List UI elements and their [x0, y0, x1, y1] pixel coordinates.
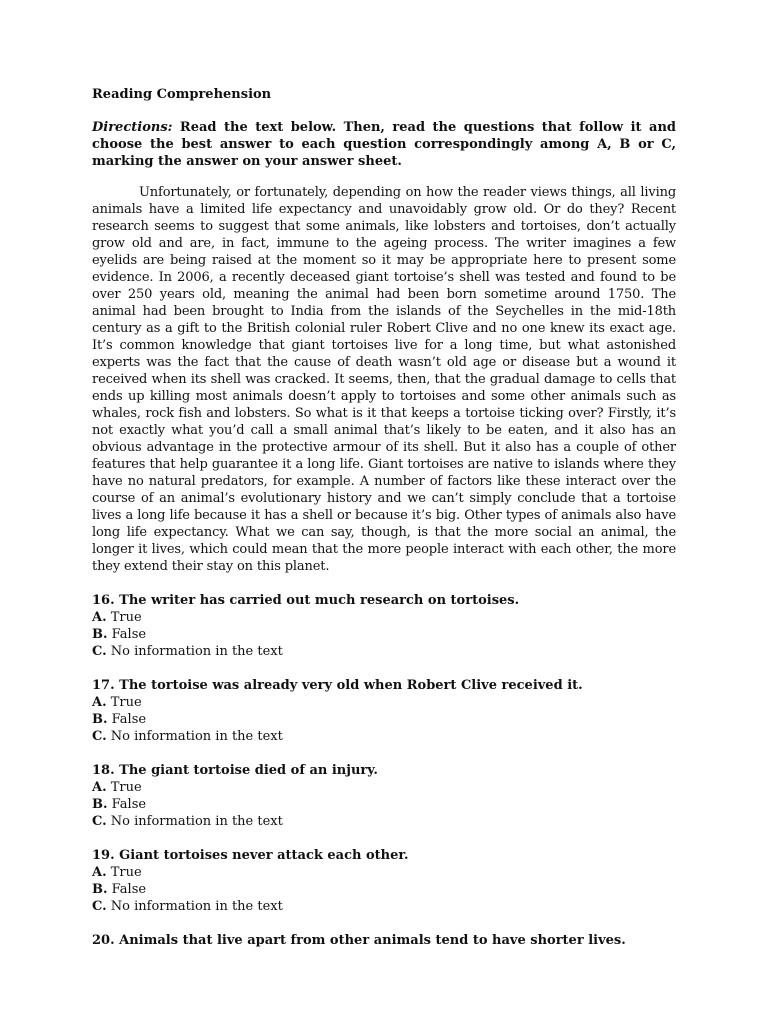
question-stem: 20. Animals that live apart from other animals tend to have shorter lives.: [92, 933, 626, 948]
option-letter: B.: [92, 627, 108, 642]
question-16: [92, 592, 676, 660]
question-18: [92, 762, 676, 830]
option-text: No information in the text: [106, 899, 283, 914]
option-text: False: [107, 627, 147, 642]
directions-paragraph: [92, 119, 676, 170]
option-text: True: [106, 780, 142, 795]
option-letter: A.: [92, 610, 107, 625]
option-text: False: [107, 797, 147, 812]
question-19: [92, 847, 676, 915]
answer-option-a: [92, 779, 676, 796]
answer-option-a: [92, 609, 676, 626]
option-text: True: [106, 695, 142, 710]
option-text: False: [107, 712, 147, 727]
answer-option-c: [92, 728, 676, 745]
option-letter: A.: [92, 780, 107, 795]
directions-text: Read the text below. Then, read the questions that follow it and choose the best answer to each question correspondingly among A, B or C, marking the answer on your answer sheet.: [92, 120, 676, 169]
question-stem: 16. The writer has carried out much research on tortoises.: [92, 593, 520, 608]
answer-option-b: [92, 711, 676, 728]
question-20: [92, 932, 676, 949]
reading-passage: Unfortunately, or fortunately, depending on how the reader views things, all living animals have a limited life expectancy and unavoidably grow old. Or do they? Recent research seems to suggest that some animals, like lobsters and tortoises, don’t actually grow old and are, in fact, immune to the ageing process. The writer imagines a few eyelids are being raised at the moment so it may be appropriate here to present some evidence. In 2006, a recently deceased giant tortoise’s shell was tested and found to be over 250 years old, meaning the animal had been born sometime around 1750. The animal had been brought to India from the islands of the Seychelles in the mid-18th century as a gift to the British colonial ruler Robert Clive and no one knew its exact age. It’s common knowledge that giant tortoises live for a long time, but what astonished experts was the fact that the cause of death wasn’t old age or disease but a wound it received when its shell was cracked. It seems, then, that the gradual damage to cells that ends up killing most animals doesn’t apply to tortoises and some other animals such as whales, rock fish and lobsters. So what is it that keeps a tortoise ticking over? Firstly, it’s not exactly what you’d call a small animal that’s likely to be eaten, and it also has an obvious advantage in the protective armour of its shell. But it also has a couple of other features that help guarantee it a long life. Giant tortoises are native to islands where they have no natural predators, for example. A number of factors like these interact over the course of an animal’s evolutionary history and we can’t simply conclude that a tortoise lives a long life because it has a shell or because it’s big. Other types of animals also have long life expectancy. What we can say, though, is that the more social an animal, the longer it lives, which could mean that the more people interact with each other, the more they extend their stay on this planet.: [92, 185, 676, 574]
option-letter: C.: [92, 899, 107, 914]
option-letter: A.: [92, 695, 107, 710]
question-stem: 19. Giant tortoises never attack each other.: [92, 848, 409, 863]
page-title: Reading Comprehension: [92, 87, 272, 102]
option-text: No information in the text: [106, 644, 283, 659]
option-text: No information in the text: [106, 729, 283, 744]
question-stem: 18. The giant tortoise died of an injury.: [92, 763, 378, 778]
answer-option-b: [92, 881, 676, 898]
answer-option-c: [92, 643, 676, 660]
option-text: True: [106, 865, 142, 880]
option-letter: C.: [92, 644, 107, 659]
option-letter: B.: [92, 882, 108, 897]
answer-option-c: [92, 813, 676, 830]
document-page: [92, 86, 676, 966]
option-letter: B.: [92, 797, 108, 812]
answer-option-b: [92, 626, 676, 643]
answer-option-a: [92, 864, 676, 881]
answer-option-c: [92, 898, 676, 915]
question-stem: 17. The tortoise was already very old when Robert Clive received it.: [92, 678, 583, 693]
option-letter: C.: [92, 814, 107, 829]
directions-lead: Directions:: [92, 120, 173, 135]
option-letter: A.: [92, 865, 107, 880]
option-text: True: [106, 610, 142, 625]
option-letter: B.: [92, 712, 108, 727]
answer-option-a: [92, 694, 676, 711]
answer-option-b: [92, 796, 676, 813]
option-text: No information in the text: [106, 814, 283, 829]
option-text: False: [107, 882, 147, 897]
option-letter: C.: [92, 729, 107, 744]
question-17: [92, 677, 676, 745]
